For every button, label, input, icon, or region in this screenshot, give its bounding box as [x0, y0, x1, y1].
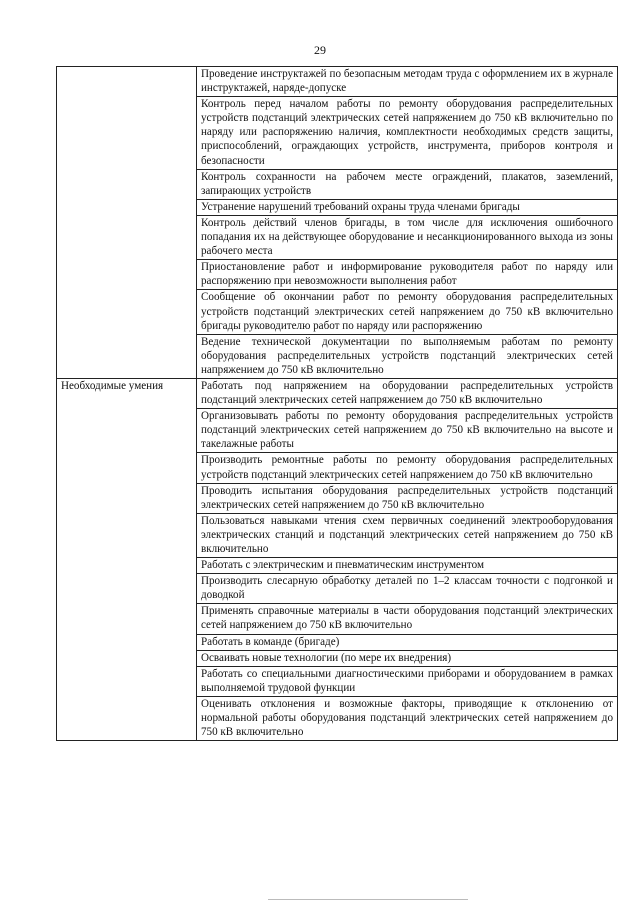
skill-item: Осваивать новые технологии (по мере их внедрения) — [197, 650, 618, 666]
scan-edge-line — [268, 899, 468, 900]
labor-action-item: Сообщение об окончании работ по ремонту оборудования распределительных устройств подстанций электрических сетей напряжением до 750 кВ включительно бригады руководителю работ по наряду или распоряжению — [197, 290, 618, 334]
labor-action-item: Контроль сохранности на рабочем месте ограждений, плакатов, заземлений, запирающих устройств — [197, 169, 618, 199]
skill-item: Работать со специальными диагностическими приборами и оборудованием в рамках выполняемой трудовой функции — [197, 666, 618, 696]
skill-item: Организовывать работы по ремонту оборудования распределительных устройств подстанций электрических сетей напряжением до 750 кВ включительно на высоте и такелажные работы — [197, 409, 618, 453]
skill-item: Производить слесарную обработку деталей по 1–2 классам точности с подгонкой и доводкой — [197, 574, 618, 604]
skill-item: Пользоваться навыками чтения схем первичных соединений электрооборудования электрических станций и подстанций электрических сетей напряжением до 750 кВ включительно — [197, 513, 618, 557]
labor-action-item: Ведение технической документации по выполняемым работам по ремонту оборудования распределительных устройств подстанций электрических сетей напряжением до 750 кВ включительно — [197, 334, 618, 378]
labor-action-item: Контроль перед началом работы по ремонту оборудования распределительных устройств подстанций электрических сетей напряжением до 750 кВ включительно по наряду или распоряжению наличия, комплектности необходимых средств защиты, приспособлений, ограждающих устройств, инструмента, приборов контроля и безопасности — [197, 97, 618, 169]
labor-action-item: Приостановление работ и информирование руководителя работ по наряду или распоряжению при невозможности выполнения работ — [197, 260, 618, 290]
skill-item: Работать под напряжением на оборудовании распределительных устройств подстанций электрических сетей напряжением до 750 кВ включительно — [197, 378, 618, 408]
skill-item: Работать в команде (бригаде) — [197, 634, 618, 650]
page-number: 29 — [314, 43, 326, 57]
labor-action-item: Устранение нарушений требований охраны труда членами бригады — [197, 199, 618, 215]
professional-standard-table — [56, 66, 618, 741]
skill-item: Применять справочные материалы в части оборудования подстанций электрических сетей напряжением до 750 кВ включительно — [197, 604, 618, 634]
skill-item: Работать с электрическим и пневматическим инструментом — [197, 558, 618, 574]
labor-action-item: Контроль действий членов бригады, в том числе для исключения ошибочного попадания их на действующее оборудование и несанкционированного выхода из зоны рабочего места — [197, 215, 618, 259]
skills-label-cell: Необходимые умения — [57, 378, 197, 740]
skill-item: Производить ремонтные работы по ремонту оборудования распределительных устройств подстанций электрических сетей напряжением до 750 кВ включительно — [197, 453, 618, 483]
skill-item: Проводить испытания оборудования распределительных устройств подстанций электрических сетей напряжением до 750 кВ включительно — [197, 483, 618, 513]
table-row — [57, 67, 618, 97]
labor-action-item: Проведение инструктажей по безопасным методам труда с оформлением их в журнале инструктажей, наряде-допуске — [197, 67, 618, 97]
table-row — [57, 378, 618, 408]
skill-item: Оценивать отклонения и возможные факторы, приводящие к отклонению от нормальной работы оборудования подстанций электрических сетей напряжением до 750 кВ включительно — [197, 696, 618, 740]
labor-actions-label-cell — [57, 67, 197, 379]
